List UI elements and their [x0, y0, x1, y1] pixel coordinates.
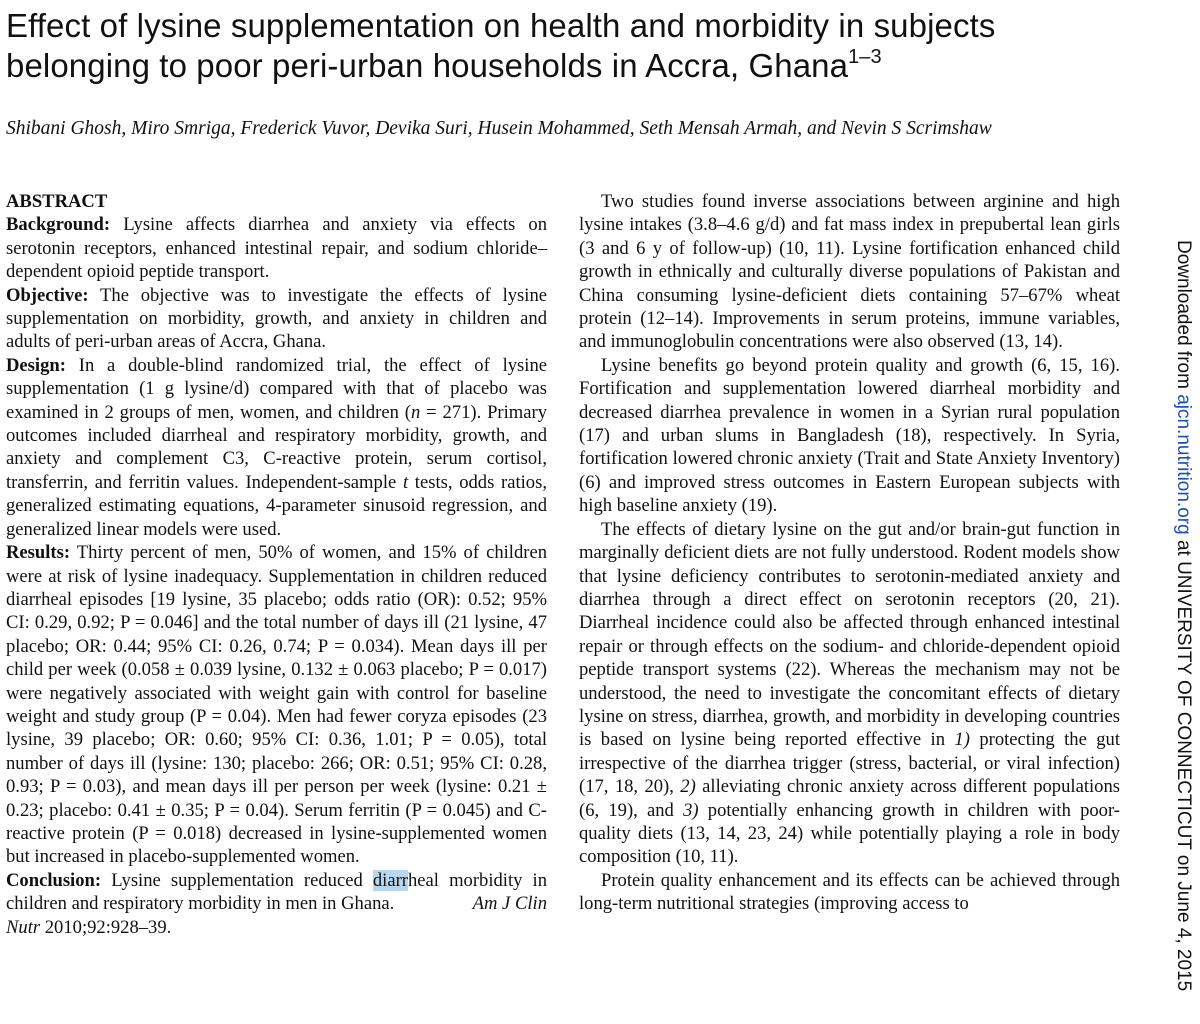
abstract-results: [6, 541, 547, 869]
design-text-3: tests, odds ratios, generalized estimating equations, 4-parameter sinusoid regression, and generalized linear models were used.: [6, 471, 547, 540]
article-title-text: Effect of lysine supplementation on health and morbidity in subjects belonging to poor peri-urban households in Accra, Ghana: [6, 7, 996, 84]
body-paragraph-1: Two studies found inverse associations between arginine and high lysine intakes (3.8–4.6 g/d) and fat mass index in prepubertal lean girls (3 and 6 y of follow-up) (10, 11). Lysine fortification enhanced child growth in ethnically and culturally diverse populations of Pakistan and China consuming lysine-deficient diets containing 57–67% wheat protein (12–14). Improvements in serum proteins, immune variables, and immunoglobulin concentrations were also observed (13, 14).: [579, 191, 1120, 353]
watermark-suffix: at UNIVERSITY OF CONNECTICUT on June 4, 2015: [1173, 534, 1194, 992]
abstract-background: [6, 213, 547, 283]
objective-text: The objective was to investigate the effects of lysine supplementation on morbidity, growth, and anxiety in children and adults of peri-urban areas of Accra, Ghana.: [6, 284, 548, 353]
body-column: [579, 190, 1120, 916]
watermark-prefix: Downloaded from: [1173, 240, 1194, 395]
author-list: Shibani Ghosh, Miro Smriga, Frederick Vuvor, Devika Suri, Husein Mohammed, Seth Mensah Armah, and Nevin S Scrimshaw: [6, 118, 992, 139]
design-text-1: In a double-blind randomized trial, the effect of lysine supplementation (1 g lysine/d) compared with that of placebo was examined in 2 groups of men, women, and children (: [6, 354, 547, 423]
p3-item-2: 2): [680, 776, 696, 798]
journal-citation-part-3: 2010;92:928–39.: [40, 916, 172, 938]
body-paragraph-2: Lysine benefits go beyond protein quality and growth (6, 15, 16). Fortification and supplementation lowered diarrheal morbidity and decreased diarrhea prevalence in women in a Syrian rural population (17) and urban slums in Bangladesh (18), respectively. In Syria, fortification lowered chronic anxiety (Trait and State Anxiety Inventory) (6) and improved stress outcomes in Eastern European subjects with high baseline anxiety (19).: [579, 354, 1120, 517]
abstract-design: [6, 354, 547, 541]
p3-item-1: 1): [954, 729, 970, 751]
p3-text-c: alleviating chronic anxiety across different populations (6, 19), and: [579, 776, 1120, 821]
p3-text-d: potentially enhancing growth in children with poor-quality diets (13, 14, 23, 24) while potentially playing a role in body composition (10, 11).: [579, 799, 1120, 868]
abstract-column: [6, 190, 547, 939]
conclusion-text-2: heal morbidity in children and respiratory morbidity in men in Ghana.: [6, 869, 547, 915]
design-text-2: = 271). Primary outcomes included diarrheal and respiratory morbidity, growth, and anxiety and complement C3, C-reactive protein, serum cortisol, transferrin, and ferritin values. Independent-sample: [6, 401, 547, 493]
selected-text-highlight[interactable]: diarr: [372, 869, 408, 891]
article-title: [6, 6, 1146, 86]
abstract-objective: [6, 284, 547, 354]
results-label: Results:: [6, 542, 71, 564]
abstract-conclusion: [6, 869, 547, 939]
conclusion-label: Conclusion:: [6, 869, 102, 891]
title-footnote-marker[interactable]: 1–3: [848, 46, 882, 68]
abstract-heading: ABSTRACT: [6, 191, 108, 212]
journal-citation-part-2: Nutr: [6, 916, 41, 938]
results-text: Thirty percent of men, 50% of women, and 15% of children were at risk of lysine inadequacy. Supplementation in children reduced diarrheal episodes [19 lysine, 35 placebo; odds ratio (OR): 0.52; 95% CI: 0.29, 0.92; P = 0.046] and the total number of days ill (21 lysine, 47 placebo; OR: 0.44; 95% CI: 0.26, 0.74; P = 0.034). Mean days ill per child per week (0.058 ± 0.039 lysine, 0.132 ± 0.063 placebo; P = 0.017) were negatively associated with weight gain with control for baseline weight and study group (P = 0.04). Men had fewer coryza episodes (23 lysine, 39 placebo; OR: 0.60; 95% CI: 0.36, 1.01; P = 0.05), total number of days ill (lysine: 130; placebo: 266; OR: 0.51; 95% CI: 0.28, 0.93; P = 0.03), and mean days ill per person per week (lysine: 0.21 ± 0.23; placebo: 0.41 ± 0.35; P = 0.04). Serum ferritin (P = 0.045) and C-reactive protein (P = 0.018) decreased in lysine-supplemented women but increased in placebo-supplemented women.: [6, 542, 548, 868]
download-watermark: [1168, 240, 1198, 1020]
p3-item-3: 3): [683, 799, 699, 821]
p3-text-a: The effects of dietary lysine on the gut and/or brain-gut function in marginally deficient diets are not fully understood. Rodent models show that lysine deficiency contributes to serotonin-mediated anxiety and diarrhea through a direct effect on serotonin receptors (20, 21). Diarrheal incidence could also be affected through enhanced intestinal repair or through effects on the sodium- and chloride-dependent opioid peptide transport systems (22). Whereas the mechanism may not be understood, the need to investigate the concomitant effects of dietary lysine on stress, diarrhea, growth, and morbidity in developing countries is based on lysine being reported effective in: [579, 518, 1120, 751]
conclusion-text-1: Lysine supplementation reduced: [111, 869, 373, 891]
design-n-symbol: n: [410, 401, 421, 423]
background-label: Background:: [6, 214, 111, 236]
background-text: Lysine affects diarrhea and anxiety via effects on serotonin receptors, enhanced intestinal repair, and sodium chloride–dependent opioid peptide transport.: [6, 214, 547, 283]
design-label: Design:: [6, 354, 66, 376]
body-paragraph-3: [579, 518, 1120, 869]
body-paragraph-4: Protein quality enhancement and its effects can be achieved through long-term nutritional strategies (improving access to: [579, 869, 1120, 915]
journal-citation-part-1: Am J Clin: [472, 893, 547, 915]
design-t-symbol: t: [402, 471, 409, 493]
objective-label: Objective:: [6, 284, 89, 306]
journal-site-link[interactable]: ajcn.nutrition.org: [1173, 394, 1194, 535]
p3-text-b: protecting the gut irrespective of the diarrhea trigger (stress, bacterial, or viral infection) (17, 18, 20),: [579, 729, 1121, 798]
